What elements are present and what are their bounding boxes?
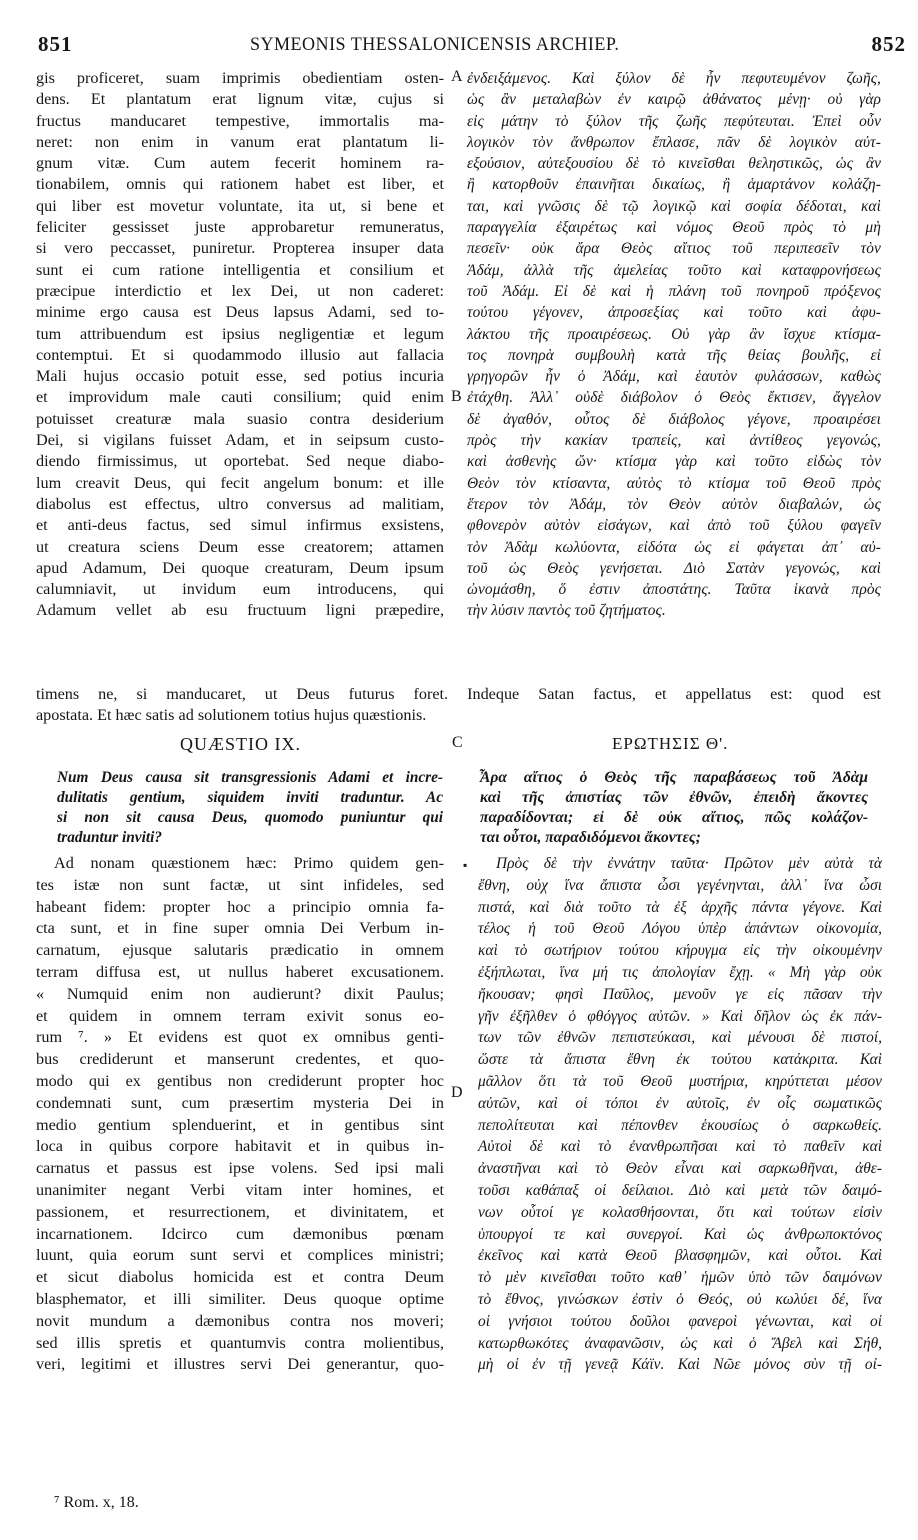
text-line: ἐξήπλωται, ἵνα μή τις ἀπολογίαν ἔχῃ. « Μὴ γὰρ οὐκ <box>478 963 882 981</box>
margin-letter-a: A <box>451 68 463 85</box>
text-line: ut creatura sciens Deum esse creatorem; attamen <box>36 537 444 556</box>
question-title-greek <box>480 768 868 848</box>
text-line: μὴ οἱ ἐν τῇ γενεᾷ Κάϊν. Καὶ Νῶε μόνος σὺν τῇ οἰ- <box>478 1356 882 1374</box>
question-body-greek <box>478 853 882 1376</box>
text-line: ὑπουργοί τε καὶ συνεργοί. Καὶ ὡς ἀνθρωποκτόνος <box>478 1225 882 1243</box>
greek-column-top <box>467 68 881 622</box>
text-line: novit mundum a dæmonibus contra nos moveri; <box>36 1311 444 1330</box>
text-line: ὠνομάσθη, ὅ ἐστιν ἀποστάτης. Ταῦτα ἱκανὰ πρὸς <box>467 581 881 599</box>
text-line: τέλος ἡ τοῦ Θεοῦ Λόγου ὑπὲρ ἁπάντων οἰκονομία, <box>478 920 882 938</box>
text-line: « Numquid enim non audierunt? dixit Paulus; <box>36 984 444 1003</box>
question-heading-latin: QUÆSTIO IX. <box>180 734 301 754</box>
margin-letter-d: D <box>451 1084 463 1101</box>
question-body-latin <box>36 853 444 1376</box>
text-line: veri, legitimi et illustres servi Dei generantur, quo- <box>36 1355 444 1374</box>
text-line: et sicut diabolus homicida est et contra Deum <box>36 1268 444 1287</box>
text-line: dens. Et plantatum erat lignum vitæ, cujus si <box>36 90 444 109</box>
text-line: condemnati sunt, cum præsertim mysteria Dei in <box>36 1093 444 1112</box>
text-line: carnatus et passus est ipse volens. Sed ipsi mali <box>36 1159 444 1178</box>
question-title-latin <box>57 768 443 848</box>
text-line: Mali hujus occasio potuit esse, sed potius incuria <box>36 367 444 386</box>
text-line: ἐτάχθη. Ἀλλ᾽ οὐδὲ διάβολον ὁ Θεὸς ἔκτισεν, ἄγγελον <box>467 389 881 407</box>
text-line: γῆν ἐξῆλθεν ὁ φθόγγος αὐτῶν. » Καὶ δῆλον ὡς ἐκ πάν- <box>478 1007 882 1025</box>
text-line: sed illis spretis et quantumvis contra molientibus, <box>36 1333 444 1352</box>
text-line: præcipue interdictio et lex Dei, ut non caderet: <box>36 281 444 300</box>
text-line: apostata. Et hæc satis ad solutionem totius hujus quæstionis. <box>36 706 427 725</box>
text-line: blasphemator, et illi similiter. Deus quoque optime <box>36 1289 444 1308</box>
text-line: πεπολίτευται καὶ πέπονθεν ἑκουσίως ὁ σαρκωθείς. <box>478 1116 882 1134</box>
text-line: gis proficeret, suam imprimis obedientiam osten- <box>36 69 444 87</box>
text-line: μᾶλλον ὅτι τὰ τοῦ Θεοῦ μυστήρια, κηρύττεται μέσον <box>478 1072 882 1090</box>
text-line: Αὐτοὶ δὲ καὶ τὸ ἐνανθρωπῆσαι καὶ τὸ παθεῖν καὶ <box>478 1138 882 1156</box>
text-line: tionabilem, omnis qui rationem habet est liber, et <box>36 175 444 194</box>
text-line: sunt ei cum ratione intelligentia et consilium et <box>36 260 444 279</box>
text-line: lum creavit Deus, qui fecit angelum bonum: et ille <box>36 473 444 492</box>
text-line: Πρὸς δὲ τὴν ἐννάτην ταῦτα· Πρῶτον μὲν αὐτὰ τὰ <box>496 855 882 872</box>
text-line: ἕτερον τὸν Ἀδάμ, τὸν Θεὸν αὐτὸν διαβαλών, ὡς <box>467 495 881 513</box>
text-line: καὶ τῆς ἀπιστίας τῶν ἐθνῶν, ἐπειδὴ ἄκοντες <box>480 789 868 806</box>
text-line: πεσεῖν· οὐκ ἄρα Θεὸς αἴτιος τοῦ περιπεσεῖν τὸν <box>467 240 881 258</box>
text-line: Ἆρα αἴτιος ὁ Θεὸς τῆς παραβάσεως τοῦ Ἀδὰμ <box>480 769 868 786</box>
text-line: neret: non enim in vanum erat plantatum li- <box>36 132 444 151</box>
text-line: Θεὸν τὸν κτίσαντα, αὐτὸς τὸ κτίσμα τοῦ Θεοῦ πρὸς <box>467 474 881 492</box>
text-line: apud Adamum, Dei quoque creaturam, Deum ipsum <box>36 558 444 577</box>
text-line: παραδίδονται; εἰ δὲ οὐκ αἴτιος, πῶς κολάζον- <box>480 809 868 826</box>
text-line: et improvidum male cauti consilium; quid enim <box>36 388 444 407</box>
text-line: τὸν Ἀδὰμ κωλύοντα, εἰδότα ὡς εἰ φάγεται ἀπ᾽ αὐ- <box>467 538 881 556</box>
footnote: ⁷ Rom. x, 18. <box>54 1494 139 1511</box>
text-line: ἐνδειξάμενος. Καὶ ξύλον δὲ ἦν πεφυτευμένον ζωῆς, <box>467 70 881 87</box>
text-line: terram diffusa est, ut nullus haberet excusationem. <box>36 962 444 981</box>
text-line: των τῶν ἐθνῶν πεπιστεύκασι, καὶ μένουσι δὲ πιστοί, <box>478 1029 882 1047</box>
text-line: dulitatis gentium, siquidem inviti traduntur. Ac <box>57 789 443 806</box>
text-line: si non sit causa Deus, quomodo puniuntur qui <box>57 809 443 826</box>
text-line: Ἀδάμ, ἀλλὰ τῆς ἀμελείας τοῦτο καὶ καταφρονήσεως <box>467 261 881 279</box>
text-line: contemptui. Et si quodammodo illusio aut fallacia <box>36 345 444 364</box>
text-line: φθονερὸν αὐτὸν εἰσάγων, καὶ ἀπὸ τοῦ ξύλου φαγεῖν <box>467 517 881 535</box>
text-line: τὴν λύσιν παντὸς τοῦ ζητήματος. <box>467 602 666 620</box>
text-line: αὐτῶν, καὶ οἱ τόποι ἐν αὐτοῖς, ἐν οἷς σωματικῶς <box>478 1094 882 1112</box>
text-line: πρὸς τὴν κακίαν τραπείς, καὶ ἀντίθεος γεγονώς, <box>467 432 881 450</box>
text-line: diendo firmissimus, ut oportebat. Sed neque diabo- <box>36 452 444 471</box>
text-line: si vero peccasset, puniretur. Propterea insuper data <box>36 239 444 258</box>
text-line: gnum vitæ. Cum autem fecerit hominem ra- <box>36 154 444 173</box>
full-width-paragraph <box>36 684 881 727</box>
text-line: πιστά, καὶ διὰ τοῦτο τὰ ἐξ ἀρχῆς πάντα γέγονε. Καὶ <box>478 898 882 916</box>
question-heading-greek: ΕΡΩΤΗΣΙΣ Θ'. <box>612 734 729 753</box>
text-line: potuisset creaturæ mala suasio contra desiderium <box>36 409 444 428</box>
text-line: εἰς μάτην τὸ ξύλον τῆς ζωῆς πεφύτευται. Ἐπεὶ οὖν <box>467 112 881 130</box>
text-line: qui liber est movetur voluntate, ita ut, si bene et <box>36 196 444 215</box>
text-line: δὲ ἀγαθόν, οὗτος δὲ διάβολος γέγονε, προαιρέσει <box>467 410 881 428</box>
text-line: ὥστε τὰ ἄπιστα ἔθνη ἐκ τούτου κατάκριτα. Καὶ <box>478 1051 882 1069</box>
text-line: cta sunt, et in fine super omnia Dei Verbum in- <box>36 919 444 938</box>
text-line: carnatum, ejusque salutaris prædicatio in omnem <box>36 941 444 960</box>
text-line: modo qui ex gentibus non crediderunt propter hoc <box>36 1071 444 1090</box>
text-line: ται, καὶ γνῶσις δὲ τῷ λογικῷ καὶ σοφία δέδοται, καὶ <box>467 197 881 215</box>
text-line: λογικὸν τὸν ἄνθρωπον ἔπλασε, πᾶν δὲ λογικὸν αὐτ- <box>467 133 881 151</box>
page-number-left: 851 <box>38 32 73 56</box>
text-line: Dei, si vigilans fuisset Adam, et in seipsum custo- <box>36 431 444 450</box>
text-line: feliciter gessisset juste approbaretur remuneratus, <box>36 218 444 237</box>
text-line: οἱ γνήσιοι τούτου δοῦλοι φανεροὶ γένωνται, καὶ οἱ <box>478 1312 882 1330</box>
margin-letter-b: B <box>451 388 462 405</box>
text-line: ἐκεῖνος καὶ κατὰ Θεοῦ βλασφημῶν, καὶ οὗτοι. Καὶ <box>478 1247 882 1265</box>
text-line: νων οὗτοί γε κολασθήσονται, ὅτι καὶ τούτων εἰσὶν <box>478 1203 882 1221</box>
text-line: tes istæ non sunt factæ, ut sint infideles, sed <box>36 875 444 894</box>
text-line: τὸ μὲν κινεῖσθαι τοῦτο καθ᾽ ἡμῶν ὑπὸ τῶν δαιμόνων <box>478 1269 882 1287</box>
text-line: timens ne, si manducaret, ut Deus futurus foret. Indeque Satan factus, et appellatus est: quod est <box>36 685 881 703</box>
margin-letter-c: C <box>452 734 463 751</box>
text-line: loca in quibus corpore habitavit et in quibus in- <box>36 1137 444 1156</box>
page-number-right: 852 <box>871 32 906 56</box>
text-line: calumniavit, ut invidum eum introducens, qui <box>36 580 444 599</box>
text-line: passionem, et resurrectionem, et divinitatem, et <box>36 1202 444 1221</box>
text-line: habeant fidem: propter hoc a principio omnia fa- <box>36 897 444 916</box>
text-line: et quidem in omnem terram exivit sonus eo- <box>36 1006 444 1025</box>
text-line: et anti-deus factus, sed simul infirmus exsistens, <box>36 516 444 535</box>
text-line: Adamum vellet ab esu fructuum ligni præpedire, <box>36 601 444 620</box>
text-line: ἤκουσαν; φησὶ Παῦλος, μενοῦν γε εἰς πᾶσαν τὴν <box>478 985 882 1003</box>
text-line: ἔθνη, οὐχ ἵνα ἄπιστα ὦσι γεγένηνται, ἀλλ᾽ ἵνα ὦσι <box>478 876 882 894</box>
section-mark: ▪ <box>463 858 468 872</box>
text-line: ἢ κατορθοῦν ἐπαινῆται δικαίως, ἢ ἁμαρτάνον κολάζη- <box>467 176 881 194</box>
text-line: λάκτου τῆς προαιρέσεως. Οὐ γὰρ ἂν ἴσχυε κτίσμα- <box>467 325 881 343</box>
text-line: τούτου γέγονεν, ἀπροσεξίας καὶ τοῦτο καὶ ἀφυ- <box>467 304 881 322</box>
text-line: ται οὗτοι, παραδιδόμενοι ἄκοντες; <box>480 829 701 846</box>
text-line: τοῦ ὡς Θεὸς γενήσεται. Διὸ Σατὰν γεγονώς, καὶ <box>467 559 881 577</box>
text-line: minime ergo causa est Deus lapsus Adami, sed to- <box>36 303 444 322</box>
text-line: παραγγελία ἐξαιρέτως καὶ νόμος Θεοῦ πρὸς τὸ μὴ <box>467 219 881 237</box>
text-line: unanimiter negant Verbi vitam inter homines, et <box>36 1180 444 1199</box>
text-line: tum attribuendum est ipsius negligentiæ et legum <box>36 324 444 343</box>
text-line: luunt, quia eorum sunt servi et complices ministri; <box>36 1246 444 1265</box>
text-line: γρηγορῶν ἦν ὁ Ἀδάμ, καὶ ἑαυτὸν φυλάσσων, καθὼς <box>467 368 881 386</box>
text-line: καὶ τὸ σωτήριον τούτου κήρυγμα εἰς τὴν οἰκουμένην <box>478 942 882 960</box>
text-line: ὡς ἂν μεταλαβὼν ἐν καιρῷ ἀθάνατος μένῃ· οὐ γὰρ <box>467 91 881 109</box>
text-line: incarnationem. Idcirco cum dæmonibus pœnam <box>36 1224 444 1243</box>
text-line: τος πονηρὰ συμβουλὴ κατὰ τῆς θείας βουλῆς, εἰ <box>467 346 881 364</box>
text-line: κατωρθωκότες ἀναφανῶσιν, ὡς καὶ ὁ Ἄβελ καὶ Σήθ, <box>478 1334 882 1352</box>
text-line: bus crediderunt et manserunt credentes, et quo- <box>36 1050 444 1069</box>
text-line: τοῦ Ἀδάμ. Εἰ δὲ καὶ ἡ πλάνη τοῦ πονηροῦ πρόξενος <box>467 282 881 300</box>
text-line: Num Deus causa sit transgressionis Adami et incre- <box>57 769 443 786</box>
text-line: Ad nonam quæstionem hæc: Primo quidem gen- <box>54 854 444 872</box>
running-title: SYMEONIS THESSALONICENSIS ARCHIEP. <box>250 34 620 55</box>
text-line: τοῦσι καθάπαξ οἱ δείλαιοι. Διὸ καὶ μετὰ τῶν δαιμό- <box>478 1181 882 1199</box>
latin-column-top <box>36 68 444 622</box>
text-line: fructus manducaret tempestive, immortalis ma- <box>36 111 444 130</box>
text-line: καὶ ἀσθενὴς ὤν· κτίσμα γὰρ καὶ τοῦτο εἰδὼς τὸν <box>467 453 881 471</box>
text-line: ἀναστῆναι καὶ τὸ Θεὸν εἶναι καὶ σαρκωθῆναι, ἀθε- <box>478 1160 882 1178</box>
text-line: εξούσιον, αὐτεξουσίου δὲ τὸ κινεῖσθαι θεληστικῶς, ὡς ἂν <box>467 155 881 173</box>
text-line: rum ⁷. » Et evidens est quot ex omnibus genti- <box>36 1028 444 1047</box>
text-line: τὸ ἔθνος, γινώσκων ἐστὶν ὁ Θεός, οὐ κωλύει δέ, ἵνα <box>478 1290 882 1308</box>
text-line: medio gentium splenduerint, et in gentibus sint <box>36 1115 444 1134</box>
text-line: traduntur inviti? <box>57 829 162 846</box>
text-line: diabolus est effectus, ultro conversus ad malitiam, <box>36 494 444 513</box>
page-header <box>0 10 918 56</box>
